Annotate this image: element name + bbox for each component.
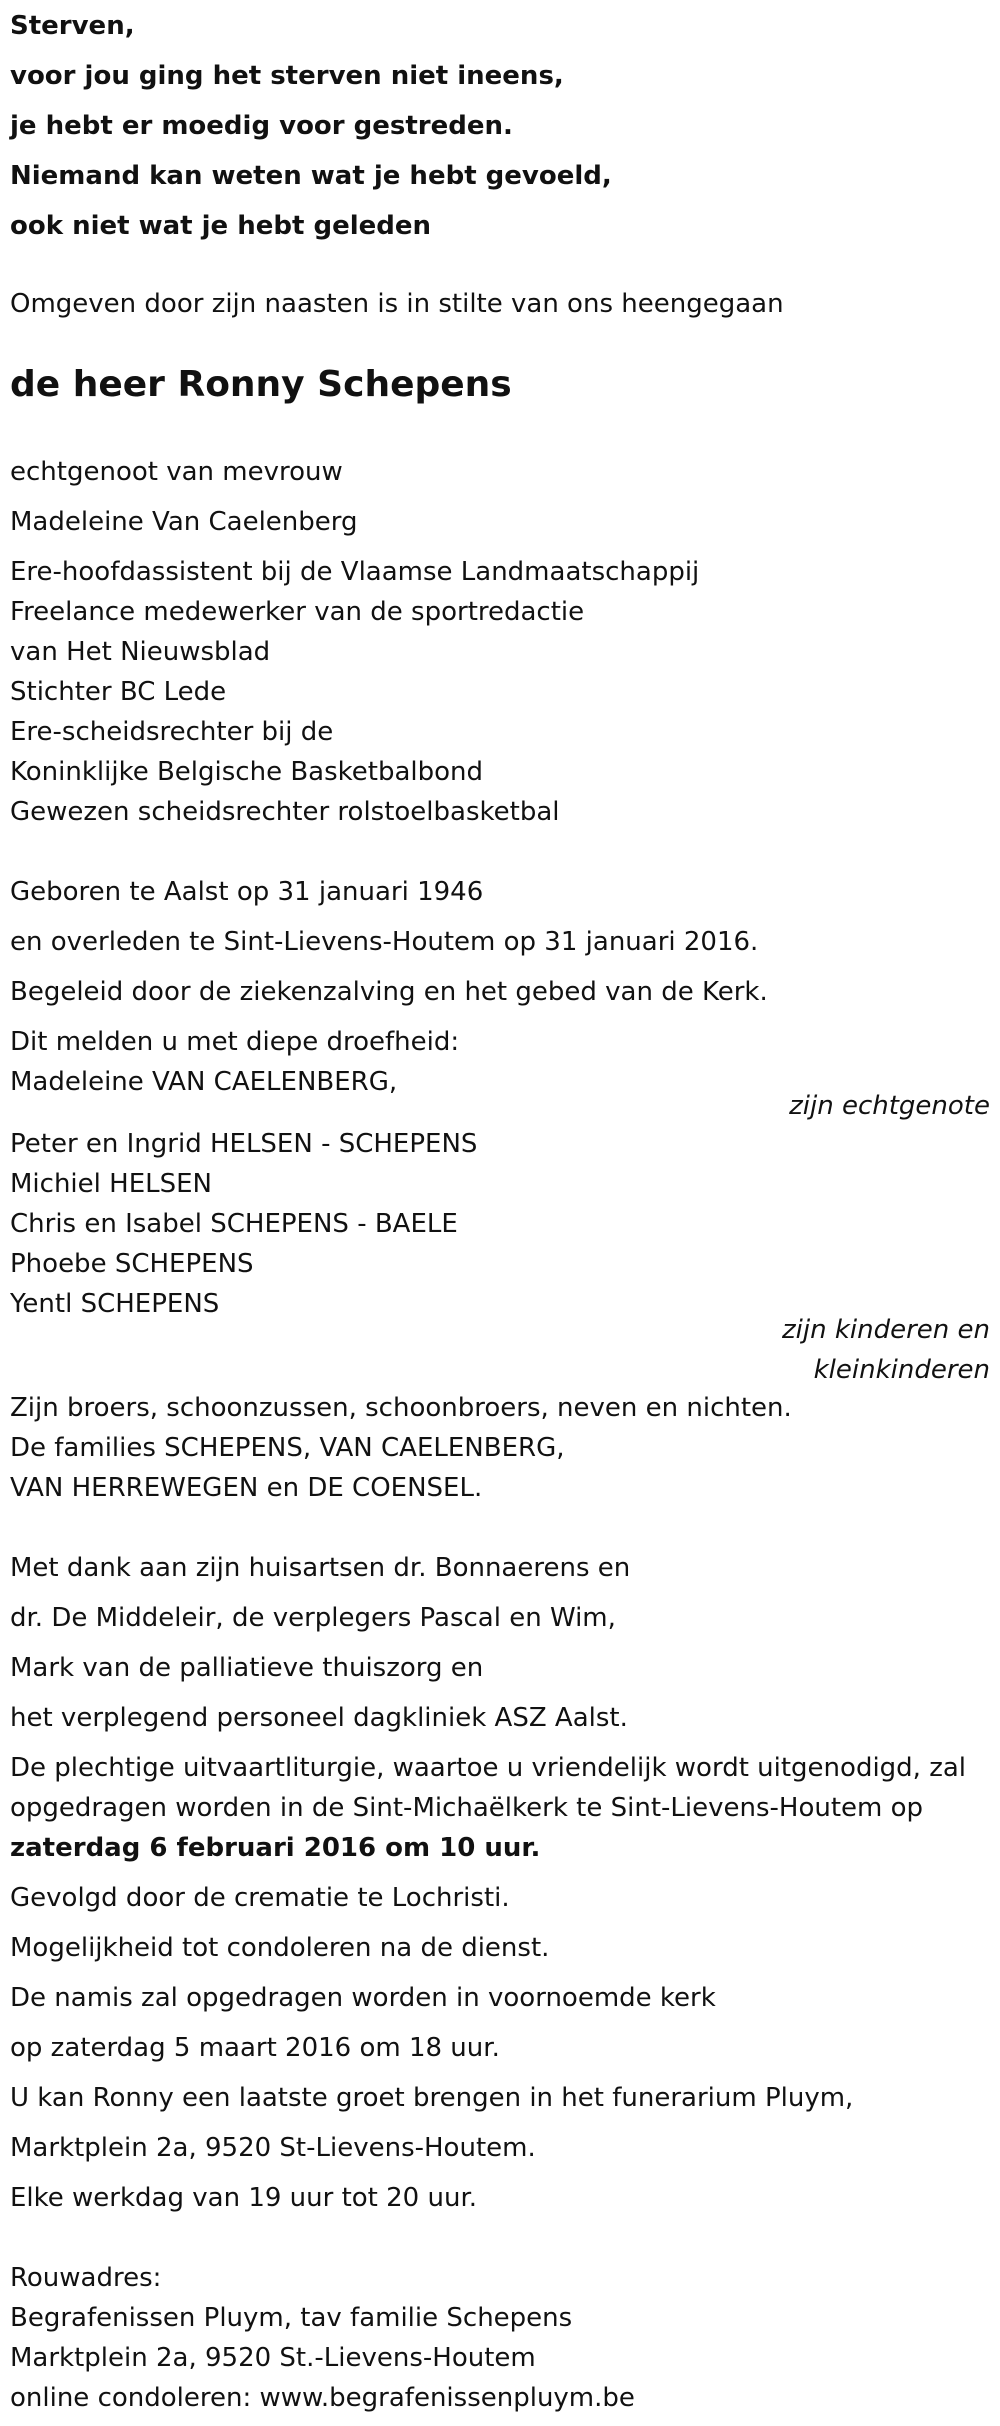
widow-role: zijn echtgenote (789, 1091, 990, 1121)
birth-line: Geboren te Aalst op 31 januari 1946 (10, 877, 484, 907)
condolence-link[interactable]: online condoleren: www.begrafenissenpluym.be (10, 2383, 635, 2413)
poem-line: je hebt er moedig voor gestreden. (10, 111, 513, 141)
role-line: Stichter BC Lede (10, 677, 227, 707)
thanks-line: Mark van de palliatieve thuiszorg en (10, 1653, 484, 1683)
address-line: Begrafenissen Pluym, tav familie Schepens (10, 2303, 573, 2333)
role-line: Gewezen scheidsrechter rolstoelbasketbal (10, 797, 560, 827)
after-line: Mogelijkheid tot condoleren na de dienst. (10, 1933, 550, 1963)
sacraments-line: Begeleid door de ziekenzalving en het gebed van de Kerk. (10, 977, 768, 1007)
role-line: Koninklijke Belgische Basketbalbond (10, 757, 484, 787)
intro-text: Omgeven door zijn naasten is in stilte van ons heengegaan (10, 289, 784, 319)
thanks-line: dr. De Middeleir, de verplegers Pascal en Wim, (10, 1603, 616, 1633)
funeral-line: opgedragen worden in de Sint-Michaëlkerk te Sint-Lievens-Houtem op (10, 1793, 924, 1823)
address-line: Marktplein 2a, 9520 St.-Lievens-Houtem (10, 2343, 536, 2373)
role-line: Freelance medewerker van de sportredactie (10, 597, 585, 627)
poem-line: voor jou ging het sterven niet ineens, (10, 61, 564, 91)
after-line: Gevolgd door de crematie te Lochristi. (10, 1883, 510, 1913)
role-line: Ere-scheidsrechter bij de (10, 717, 334, 747)
announce-line: Dit melden u met diepe droefheid: (10, 1027, 460, 1057)
thanks-line: het verplegend personeel dagkliniek ASZ Aalst. (10, 1703, 628, 1733)
relatives-line: De families SCHEPENS, VAN CAELENBERG, (10, 1433, 565, 1463)
children-role: kleinkinderen (813, 1355, 990, 1385)
thanks-line: Met dank aan zijn huisartsen dr. Bonnaerens en (10, 1553, 631, 1583)
after-line: De namis zal opgedragen worden in voornoemde kerk (10, 1983, 716, 2013)
widow-name: Madeleine VAN CAELENBERG, (10, 1067, 398, 1097)
after-line: U kan Ronny een laatste groet brengen in het funerarium Pluym, (10, 2083, 854, 2113)
after-line: Marktplein 2a, 9520 St-Lievens-Houtem. (10, 2133, 536, 2163)
deceased-name: de heer Ronny Schepens (10, 364, 512, 405)
relatives-line: Zijn broers, schoonzussen, schoonbroers, neven en nichten. (10, 1393, 792, 1423)
child-line: Yentl SCHEPENS (10, 1289, 220, 1319)
after-line: Elke werkdag van 19 uur tot 20 uur. (10, 2183, 478, 2213)
funeral-line: De plechtige uitvaartliturgie, waartoe u vriendelijk wordt uitgenodigd, zal (10, 1753, 967, 1783)
poem-line: Sterven, (10, 11, 135, 41)
poem-line: ook niet wat je hebt geleden (10, 211, 432, 241)
role-line: van Het Nieuwsblad (10, 637, 271, 667)
relatives-line: VAN HERREWEGEN en DE COENSEL. (10, 1473, 483, 1503)
child-line: Peter en Ingrid HELSEN - SCHEPENS (10, 1129, 478, 1159)
child-line: Phoebe SCHEPENS (10, 1249, 254, 1279)
funeral-date: zaterdag 6 februari 2016 om 10 uur. (10, 1833, 541, 1863)
children-role: zijn kinderen en (782, 1315, 990, 1345)
child-line: Michiel HELSEN (10, 1169, 212, 1199)
poem-line: Niemand kan weten wat je hebt gevoeld, (10, 161, 612, 191)
role-line: Ere-hoofdassistent bij de Vlaamse Landmaatschappij (10, 557, 700, 587)
death-line: en overleden te Sint-Lievens-Houtem op 31 januari 2016. (10, 927, 759, 957)
address-heading: Rouwadres: (10, 2263, 162, 2293)
after-line: op zaterdag 5 maart 2016 om 18 uur. (10, 2033, 500, 2063)
spouse-name: Madeleine Van Caelenberg (10, 507, 358, 537)
child-line: Chris en Isabel SCHEPENS - BAELE (10, 1209, 458, 1239)
spouse-label: echtgenoot van mevrouw (10, 457, 343, 487)
